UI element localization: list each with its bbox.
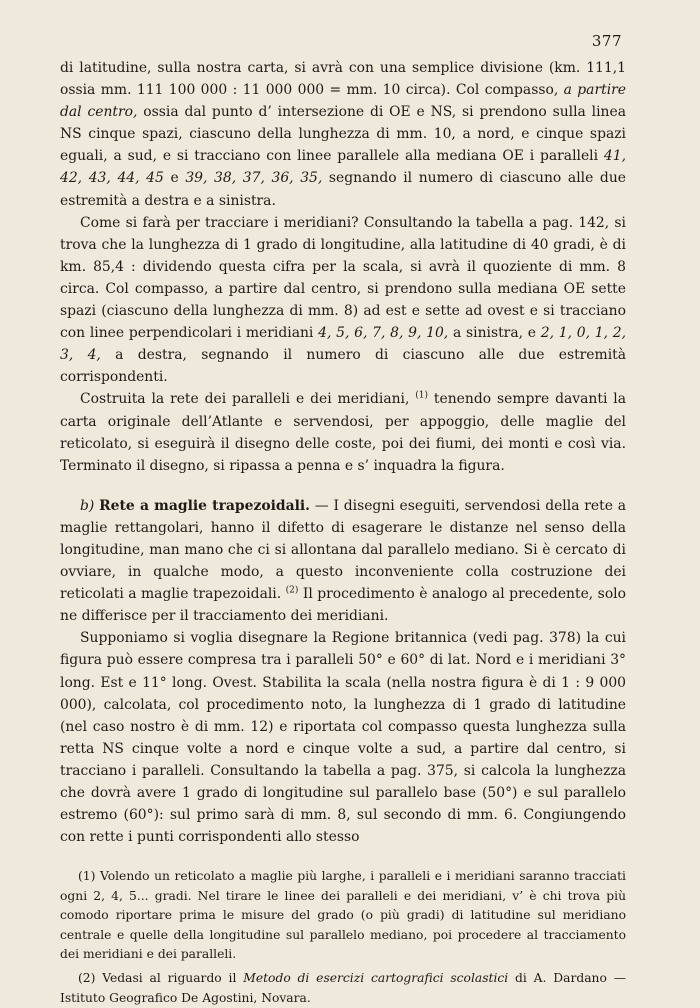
- section-b-paragraph: [60, 495, 626, 628]
- italic-run: 2, 1, 0, 1, 2, 3, 4,: [60, 325, 626, 364]
- footnotes: [60, 867, 626, 1008]
- italic-run: 4, 5, 6, 7, 8, 9, 10,: [318, 325, 449, 342]
- footnote-1: (1) Volendo un reticolato a maglie più larghe, i paralleli e i meridiani saranno tracciati ogni 2, 4, 5... gradi. Nel tirare le linee dei paralleli e dei meridiani, v’ è chi trova più comodo riportare prima le misure del grado (o più gradi) di latitudine sul meridiano centrale e quelle della longitudine sul parallelo mediano, poi procedere al tracciamento dei meridiani e dei paralleli.: [60, 869, 626, 962]
- italic-run: Metodo di esercizi cartografici scolastici: [243, 970, 509, 985]
- text-run: e: [163, 170, 186, 187]
- section-gap: [60, 477, 626, 495]
- text-run: tenendo sempre davanti la carta originale dell’Atlante e servendosi, per appoggio, delle maglie del reticolato, si eseguirà il disegno delle coste, poi dei fiumi, dei monti e così via. Terminato il disegno, si ripassa a penna e s’ inquadra la figura.: [60, 391, 626, 474]
- text-run: di A. Dardano — Istituto Geografico De Agostini, Novara.: [60, 970, 626, 1005]
- section-title: Rete a maglie trapezoidali.: [99, 497, 310, 514]
- text-run: segnando il numero di ciascuno alle due estremità a destra e a sinistra.: [60, 170, 626, 209]
- italic-run: 39, 38, 37, 36, 35,: [185, 170, 323, 187]
- text-run: (2) Vedasi al riguardo il: [78, 970, 244, 985]
- text-run: Il procedimento è analogo al precedente, solo ne differisce per il tracciamento dei meridiani.: [60, 586, 626, 625]
- text-run: a destra, segnando il numero di ciascuno alle due estremità corrispondenti.: [60, 347, 627, 386]
- paragraph-british-region: Supponiamo si voglia disegnare la Regione britannica (vedi pag. 378) la cui figura può essere compresa tra i paralleli 50° e 60° di lat. Nord e i meridiani 3° long. Est e 11° long. Ovest. Stabilita la scala (nella nostra figura è di 1 : 9 000 000), calcolata, col procedimento noto, la lunghezza di 1 grado di latitudine (nel caso nostro è di mm. 12) e riportata col compasso questa lunghezza sulla retta NS cinque volte a nord e cinque volte a sud, a partire dal centro, si tracciano i paralleli. Consultando la tabella a pag. 375, si calcola la lunghezza che dovrà avere 1 grado di longitudine sul parallelo base (50°) e sul parallelo estremo (60°): sul primo sarà di mm. 8, sul secondo di mm. 6. Congiungendo con rette i punti corrispondenti allo stesso: [60, 630, 626, 846]
- footnote-ref-2[interactable]: (2): [285, 585, 299, 596]
- text-run: a sinistra, e: [448, 325, 541, 342]
- text-run: di latitudine, sulla nostra carta, si avrà con una semplice divisione (km. 111,1 ossia mm. 111 100 000 : 11 000 000 = mm. 10 circa). Col compasso,: [60, 60, 626, 99]
- text-run: Come si farà per tracciare i meridiani? Consultando la tabella a pag. 142, si trova che la lunghezza di 1 grado di longitudine, alla latitudine di 40 gradi, è di km. 85,4 : dividendo questa cifra per la scala, si avrà il quoziente di mm. 8 circa. Col compasso, a partire dal centro, si prendono sulla mediana OE sette spazi (ciascuno della lunghezza di mm. 8) ad est e sette ad ovest e si tracciano con linee perpendicolari i meridiani: [60, 214, 626, 342]
- italic-run: 41, 42, 43, 44, 45: [60, 148, 626, 187]
- footnote-2: [60, 969, 626, 1008]
- italic-run: a partire dal centro,: [60, 82, 626, 121]
- paragraph-meridians: [60, 212, 626, 389]
- text-run: ossia dal punto d’ intersezione di OE e NS, si prendono sulla linea NS cinque spazi, ciascuno della lunghezza di mm. 10, a nord, e cinque spazi eguali, a sud, e si tracciano con linee parallele alla mediana OE i paralleli: [60, 104, 626, 165]
- text-run: — I disegni eseguiti, servendosi della rete a maglie rettangolari, hanno il difetto di esagerare le distanze nel senso della longitudine, man mano che ci si allontana dal parallelo mediano. Si è cercato di ovviare, in qualche modo, a questo inconveniente colla costruzione dei reticolati a maglie trapezoidali.: [60, 497, 626, 603]
- page-number: 377: [591, 32, 622, 50]
- text-run: Costruita la rete dei paralleli e dei meridiani,: [80, 391, 416, 408]
- main-text: [60, 57, 626, 848]
- footnote-ref-1[interactable]: (1): [415, 390, 429, 401]
- section-letter: b): [80, 497, 95, 514]
- paragraph-drawing: [60, 388, 626, 476]
- paragraph-parallels: [60, 57, 626, 212]
